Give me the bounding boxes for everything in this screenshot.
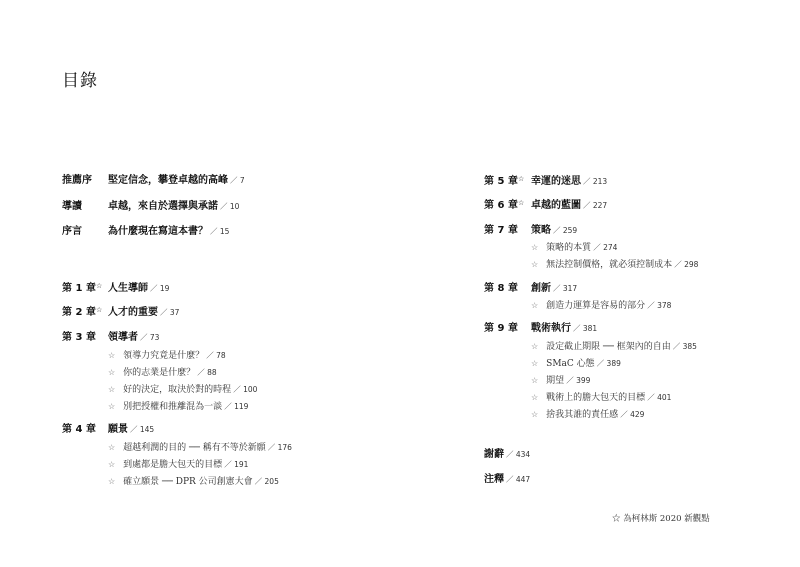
toc-subentry[interactable]: ☆ 確立願景 ── DPR 公司創憲大會 ／ 205 [108, 477, 279, 487]
toc-subentry[interactable]: ☆ 期望 ／ 399 [531, 376, 591, 386]
page-number: ／ 73 [140, 333, 160, 342]
chapter-title: 策略 ／ 259 [531, 225, 578, 236]
page-number: ／ 298 [674, 260, 699, 269]
toc-subentry[interactable]: ☆ 你的志業是什麼？ ／ 88 [108, 368, 217, 378]
chapter-label: 第 2 章☆ [62, 306, 103, 318]
back-label: 注釋 [484, 474, 504, 485]
footnote: ☆ 為柯林斯 2020 新觀點 [612, 514, 710, 524]
star-icon: ☆ [108, 368, 116, 377]
chapter-title: 創新 ／ 317 [531, 283, 578, 294]
star-icon: ☆ [531, 359, 539, 368]
star-icon: ☆ [531, 342, 539, 351]
toc-back-entry[interactable] [484, 474, 530, 486]
star-icon: ☆ [517, 175, 525, 183]
page-number: ／ 119 [224, 402, 249, 411]
page-number: ／ 191 [224, 460, 249, 469]
page-number: ／ 176 [267, 443, 292, 452]
page-number: ／ 429 [620, 410, 645, 419]
page-number: ／ 401 [647, 393, 672, 402]
toc-subentry[interactable]: ☆ 領導力究竟是什麼？ ／ 78 [108, 351, 226, 361]
page-number: ／ 15 [210, 227, 230, 236]
toc-subentry[interactable]: ☆ 別把授權和推離混為一談 ／ 119 [108, 402, 249, 412]
toc-subentry[interactable]: ☆ 設定截止期限 ── 框架內的自由 ／ 385 [531, 342, 697, 352]
page-number: ／ 434 [506, 450, 531, 459]
chapter-title: 幸運的迷思 ／ 213 [531, 176, 608, 187]
star-icon: ☆ [108, 443, 116, 452]
toc-subentry[interactable]: ☆ 到處都是膽大包天的目標 ／ 191 [108, 460, 249, 470]
star-icon: ☆ [95, 282, 103, 290]
star-icon: ☆ [531, 260, 539, 269]
star-icon: ☆ [108, 460, 116, 469]
chapter-title: 卓越的藍圖 ／ 227 [531, 200, 608, 211]
page-number: ／ 385 [672, 342, 697, 351]
toc-subentry[interactable]: ☆ 無法控制價格，就必須控制成本 ／ 298 [531, 260, 699, 270]
page-number: ／ 37 [160, 308, 180, 317]
front-title: 堅定信念，攀登卓越的高峰 ／ 7 [108, 175, 245, 186]
toc-subentry[interactable]: ☆ 捨我其誰的責任感 ／ 429 [531, 410, 645, 420]
page-number: ／ 381 [573, 324, 598, 333]
page-number: ／ 317 [553, 284, 578, 293]
star-icon: ☆ [531, 393, 539, 402]
page-number: ／ 145 [130, 425, 155, 434]
chapter-label: 第 5 章☆ [484, 175, 525, 187]
page-number: ／ 213 [583, 177, 608, 186]
chapter-title: 領導者 ／ 73 [108, 332, 160, 343]
page-number: ／ 78 [206, 351, 226, 360]
chapter-title: 戰術執行 ／ 381 [531, 323, 598, 334]
chapter-label: 第 6 章☆ [484, 199, 525, 211]
star-icon: ☆ [108, 351, 116, 360]
toc-back-entry[interactable] [484, 449, 530, 461]
star-icon: ☆ [531, 301, 539, 310]
page-number: ／ 399 [566, 376, 591, 385]
page-number: ／ 227 [583, 201, 608, 210]
toc-subentry[interactable]: ☆ 策略的本質 ／ 274 [531, 243, 618, 253]
star-icon: ☆ [108, 385, 116, 394]
chapter-title: 人才的重要 ／ 37 [108, 307, 180, 318]
star-icon: ☆ [108, 477, 116, 486]
toc-subentry[interactable]: ☆ SMaC 心態 ／ 389 [531, 359, 621, 369]
chapter-label: 第 4 章 [62, 424, 96, 435]
star-icon: ☆ [108, 402, 116, 411]
page-number: ／ 389 [596, 359, 621, 368]
page-number: ／ 378 [647, 301, 672, 310]
page-number: ／ 10 [220, 202, 240, 211]
front-title: 卓越，來自於選擇與承諾 ／ 10 [108, 201, 240, 212]
page-number: ／ 259 [553, 226, 578, 235]
star-icon: ☆ [531, 243, 539, 252]
back-label: 謝辭 [484, 449, 504, 460]
chapter-label: 第 3 章 [62, 332, 96, 343]
page-number: ／ 205 [254, 477, 279, 486]
star-icon: ☆ [531, 410, 539, 419]
star-icon: ☆ [517, 199, 525, 207]
page-title: 目錄 [62, 71, 98, 91]
page-number: ／ 19 [150, 284, 170, 293]
front-label: 序言 [62, 226, 82, 237]
chapter-title: 願景 ／ 145 [108, 424, 155, 435]
star-icon: ☆ [531, 376, 539, 385]
chapter-label: 第 8 章 [484, 283, 518, 294]
page-number: ／ 88 [197, 368, 217, 377]
page-number: ／ 274 [593, 243, 618, 252]
chapter-title: 人生導師 ／ 19 [108, 283, 170, 294]
front-label: 導讀 [62, 201, 82, 212]
chapter-label: 第 9 章 [484, 323, 518, 334]
star-icon: ☆ [95, 306, 103, 314]
page-number: ／ 100 [233, 385, 258, 394]
page-number: ／ 447 [506, 475, 531, 484]
front-title: 為什麼現在寫這本書？ ／ 15 [108, 226, 230, 237]
front-label: 推薦序 [62, 175, 92, 186]
chapter-label: 第 1 章☆ [62, 282, 103, 294]
toc-subentry[interactable]: ☆ 好的決定，取決於對的時程 ／ 100 [108, 385, 258, 395]
page-number: ／ 7 [230, 176, 245, 185]
toc-subentry[interactable]: ☆ 創造力運算是容易的部分 ／ 378 [531, 301, 672, 311]
toc-subentry[interactable]: ☆ 戰術上的膽大包天的目標 ／ 401 [531, 393, 672, 403]
chapter-label: 第 7 章 [484, 225, 518, 236]
toc-subentry[interactable]: ☆ 超越利潤的目的 ── 稱有不等於新願 ／ 176 [108, 443, 292, 453]
